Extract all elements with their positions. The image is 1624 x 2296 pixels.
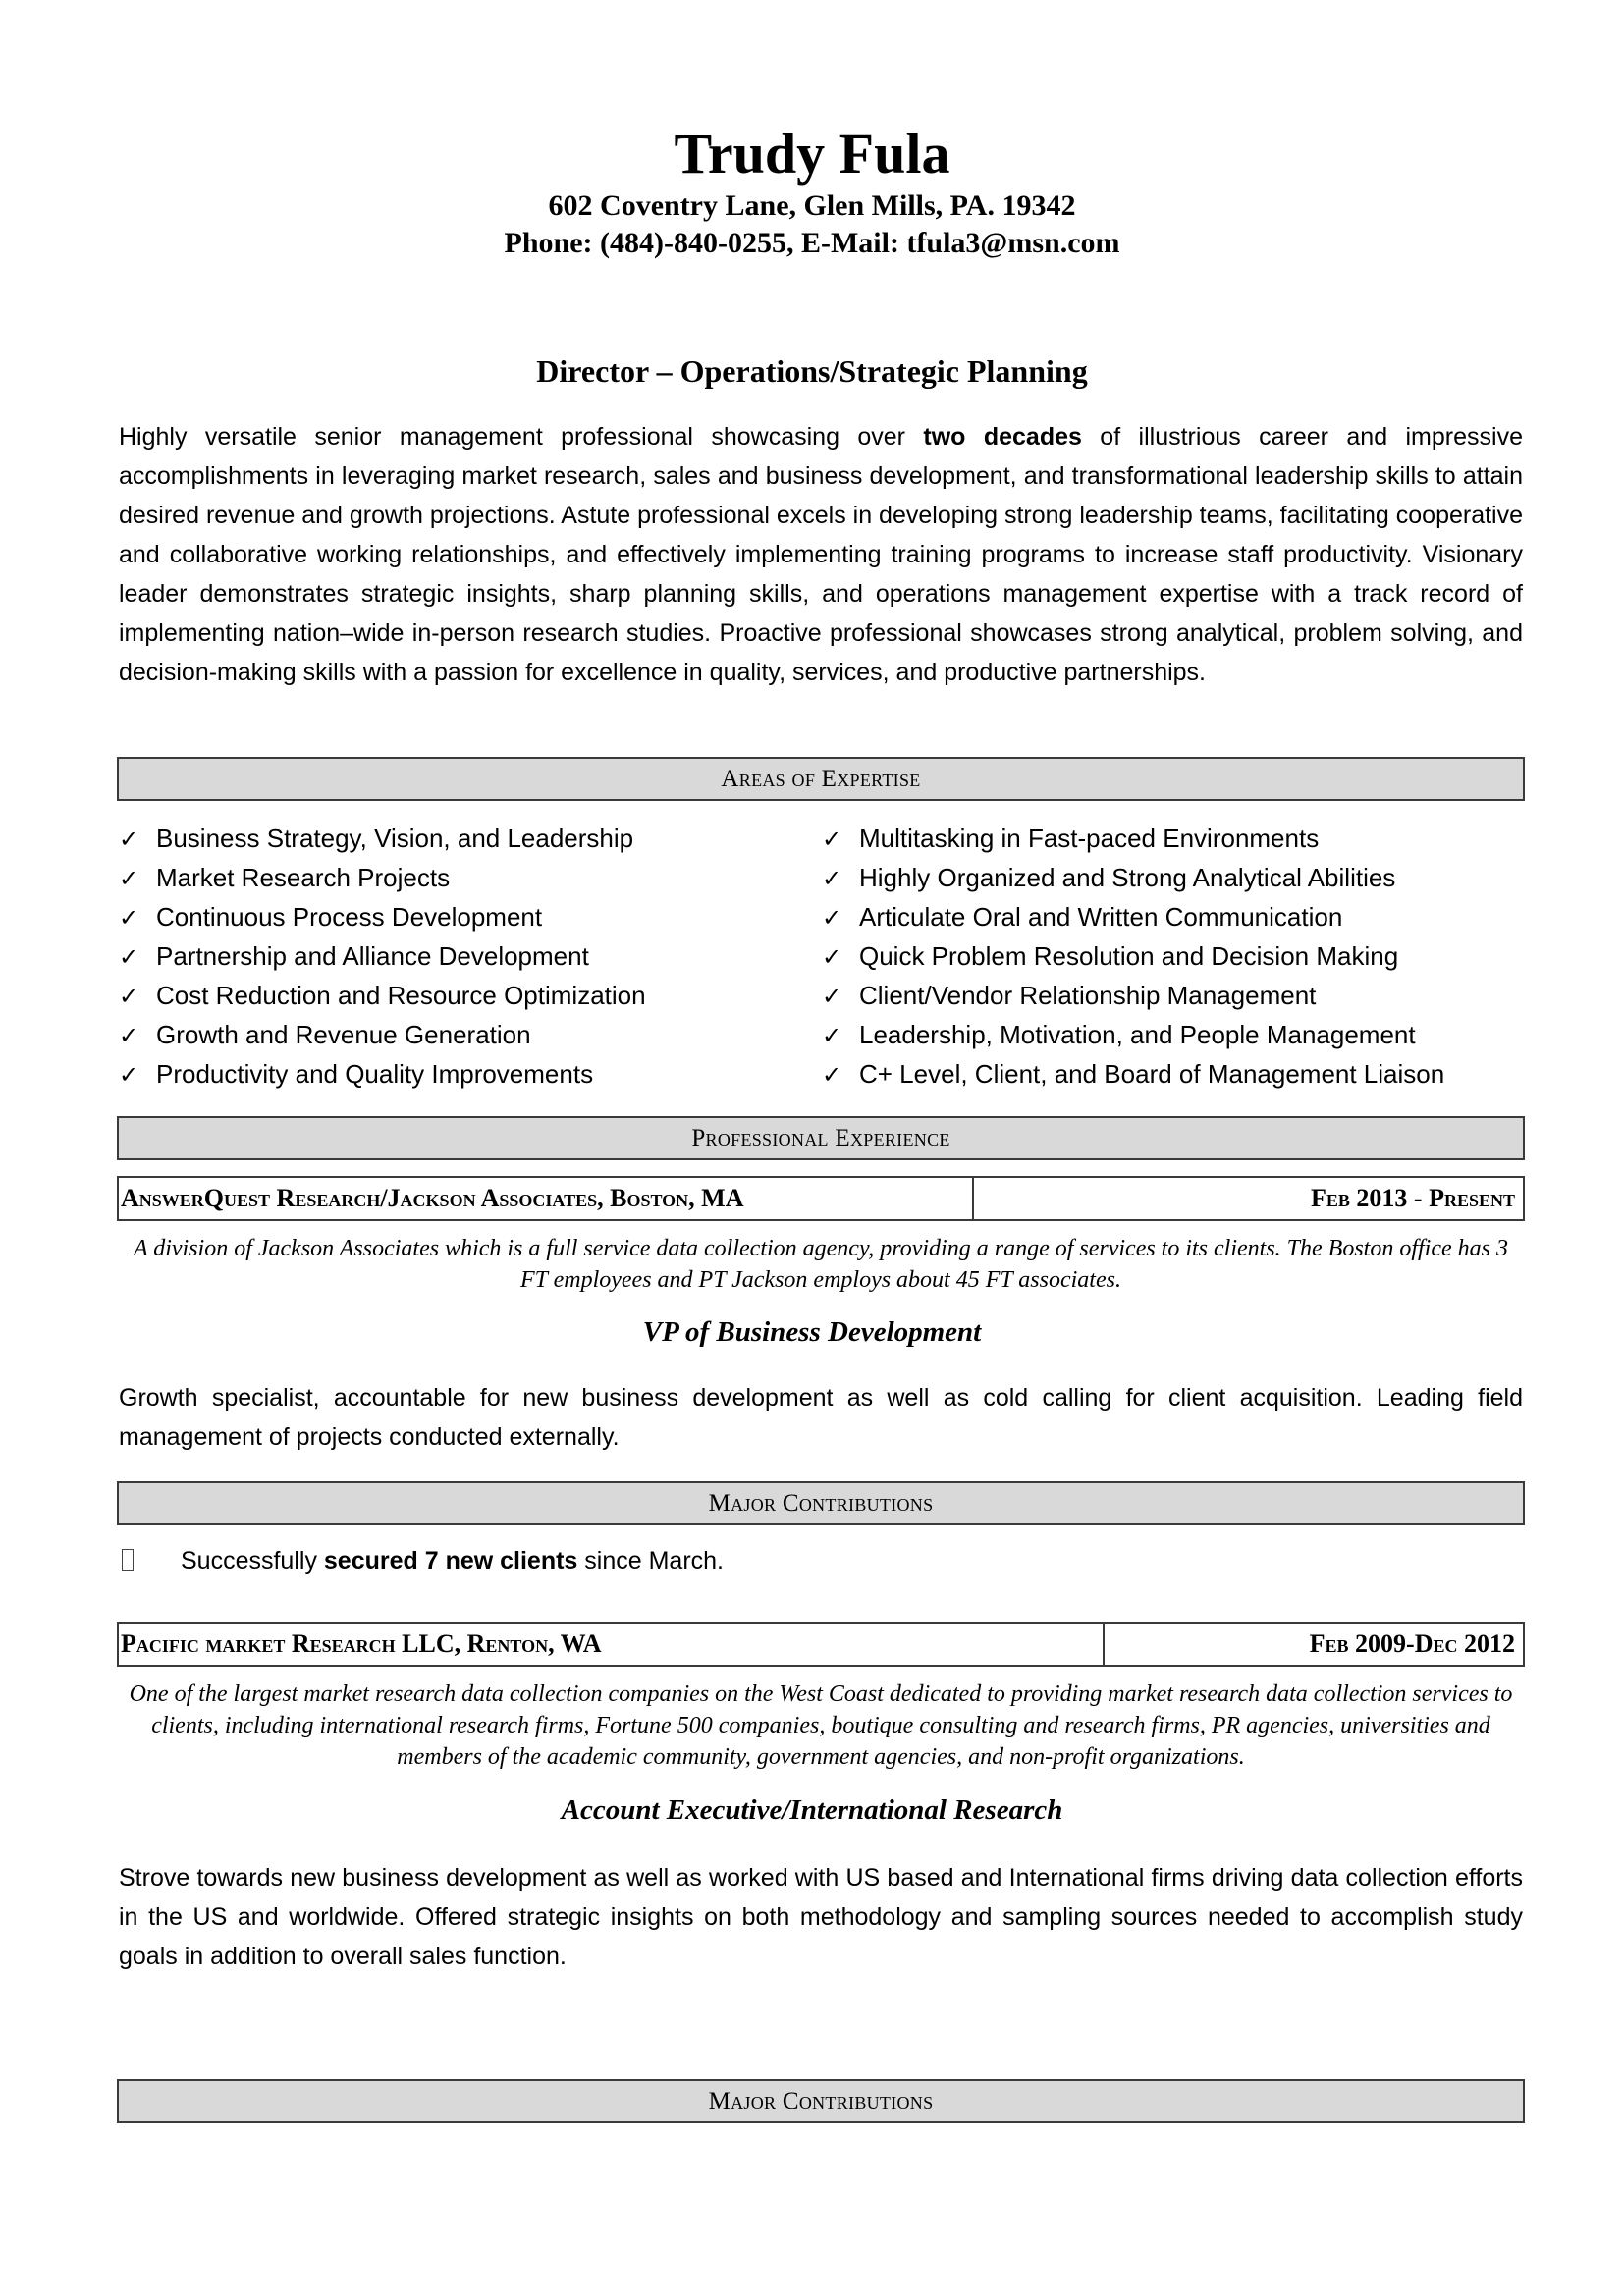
check-icon: ✓ bbox=[822, 1062, 842, 1089]
dates-cell bbox=[1105, 1624, 1523, 1665]
company-description: A division of Jackson Associates which is a full service data collection agency, providing a range of services to its clients. The Boston office has 3 FT employees and PT Jackson employs about 45 FT associates. bbox=[133, 1236, 1508, 1293]
check-icon: ✓ bbox=[119, 905, 139, 932]
contribution-item bbox=[119, 1543, 724, 1578]
employment-dates: Feb 2009-Dec 2012 bbox=[1309, 1629, 1515, 1658]
list-item bbox=[822, 1054, 1444, 1095]
contribution-highlight: secured 7 new clients bbox=[323, 1547, 578, 1575]
company-name: Pacific market Research LLC, Renton, WA bbox=[121, 1629, 602, 1658]
check-icon: ✓ bbox=[822, 905, 842, 932]
skill-label: Articulate Oral and Written Communication bbox=[859, 902, 1343, 932]
contact-info: Phone: (484)-840-0255, E-Mail: tfula3@msn.com bbox=[504, 227, 1120, 259]
skill-label: Partnership and Alliance Development bbox=[156, 941, 589, 971]
list-item bbox=[119, 897, 542, 938]
summary-text: Highly versatile senior management professional showcasing over bbox=[119, 423, 924, 451]
employment-dates: Feb 2013 - Present bbox=[1311, 1184, 1515, 1212]
job-title: VP of Business Development bbox=[642, 1316, 982, 1348]
company-cell bbox=[119, 1178, 974, 1219]
list-item bbox=[119, 858, 450, 899]
list-item bbox=[822, 976, 1316, 1017]
skill-label: Market Research Projects bbox=[156, 863, 451, 892]
list-item bbox=[119, 819, 633, 860]
company-name: AnswerQuest Research/Jackson Associates, Boston, MA bbox=[121, 1184, 744, 1212]
skill-label: Cost Reduction and Resource Optimization bbox=[156, 981, 646, 1010]
skill-label: Highly Organized and Strong Analytical Abilities bbox=[859, 863, 1396, 892]
contribution-text: since March. bbox=[577, 1547, 725, 1575]
contribution-text: Successfully bbox=[181, 1547, 324, 1575]
skill-label: Leadership, Motivation, and People Management bbox=[859, 1020, 1416, 1049]
check-icon: ✓ bbox=[119, 866, 139, 892]
check-icon: ✓ bbox=[119, 944, 139, 971]
list-item bbox=[119, 1054, 593, 1095]
section-title: Professional Experience bbox=[691, 1124, 950, 1151]
list-item bbox=[119, 1015, 531, 1056]
skill-label: Multitasking in Fast-paced Environments bbox=[859, 824, 1320, 853]
section-title: Major Contributions bbox=[708, 1489, 934, 1517]
job-summary: Growth specialist, accountable for new business development as well as cold calling for client acquisition. Leading field management of projects conducted externally. bbox=[119, 1384, 1523, 1451]
job-title: Account Executive/International Research bbox=[561, 1794, 1063, 1826]
check-icon: ✓ bbox=[119, 827, 139, 853]
section-header-expertise bbox=[117, 757, 1525, 801]
job-header-row bbox=[117, 1622, 1525, 1667]
check-icon: ✓ bbox=[119, 1023, 139, 1049]
list-item bbox=[822, 819, 1319, 860]
check-icon: ✓ bbox=[119, 984, 139, 1010]
check-icon: ✓ bbox=[822, 944, 842, 971]
section-header-contributions bbox=[117, 1481, 1525, 1525]
job-summary: Strove towards new business development as well as worked with US based and International firms driving data collection efforts in the US and worldwide. Offered strategic insights on both methodology and sampling sources needed to accomplish study goals in addition to overall sales function. bbox=[119, 1864, 1523, 1970]
address: 602 Coventry Lane, Glen Mills, PA. 19342 bbox=[548, 189, 1076, 222]
job-header-row bbox=[117, 1176, 1525, 1221]
skill-label: Business Strategy, Vision, and Leadership bbox=[156, 824, 634, 853]
professional-headline: Director – Operations/Strategic Planning bbox=[536, 353, 1088, 389]
skill-label: Client/Vendor Relationship Management bbox=[859, 981, 1317, 1010]
section-header-contributions bbox=[117, 2079, 1525, 2123]
professional-summary bbox=[119, 417, 1523, 692]
check-icon: ✓ bbox=[822, 1023, 842, 1049]
section-header-experience bbox=[117, 1116, 1525, 1160]
summary-text: of illustrious career and impressive accomplishments in leveraging market research, sales and business development, and transformational leadership skills to attain desired revenue and growth projections. Astute professional excels in developing strong leadership teams, facilitating cooperative and collaborative working relationships, and effectively implementing training programs to increase staff productivity. Visionary leader demonstrates strategic insights, sharp planning skills, and operations management expertise with a track record of implementing nation–wide in-person research studies. Proactive professional showcases strong analytical, problem solving, and decision-making skills with a passion for excellence in quality, services, and productive partnerships. bbox=[119, 423, 1524, 686]
summary-highlight: two decades bbox=[923, 423, 1082, 451]
section-title: Areas of Expertise bbox=[721, 765, 921, 792]
list-item bbox=[119, 976, 646, 1017]
list-item bbox=[822, 897, 1342, 938]
check-icon: ✓ bbox=[822, 827, 842, 853]
list-item bbox=[822, 936, 1398, 978]
skill-label: Growth and Revenue Generation bbox=[156, 1020, 531, 1049]
section-title: Major Contributions bbox=[708, 2087, 934, 2114]
check-icon: ✓ bbox=[822, 984, 842, 1010]
company-cell bbox=[119, 1624, 1105, 1665]
dates-cell bbox=[974, 1178, 1523, 1219]
check-icon: ✓ bbox=[822, 866, 842, 892]
skill-label: Quick Problem Resolution and Decision Making bbox=[859, 941, 1399, 971]
list-item bbox=[822, 858, 1395, 899]
company-description: One of the largest market research data collection companies on the West Coast dedicated to providing market research data collection services to clients, including international research firms, Fortune 500 companies, boutique consulting and research firms, PR agencies, universities and members of the academic community, government agencies, and non-profit organizations. bbox=[129, 1682, 1513, 1770]
skill-label: Productivity and Quality Improvements bbox=[156, 1059, 594, 1089]
check-icon: ✓ bbox=[119, 1062, 139, 1089]
candidate-name: Trudy Fula bbox=[674, 122, 950, 186]
skill-label: Continuous Process Development bbox=[156, 902, 543, 932]
bullet-icon bbox=[122, 1549, 134, 1571]
list-item bbox=[822, 1015, 1416, 1056]
skill-label: C+ Level, Client, and Board of Management Liaison bbox=[859, 1059, 1445, 1089]
list-item bbox=[119, 936, 589, 978]
